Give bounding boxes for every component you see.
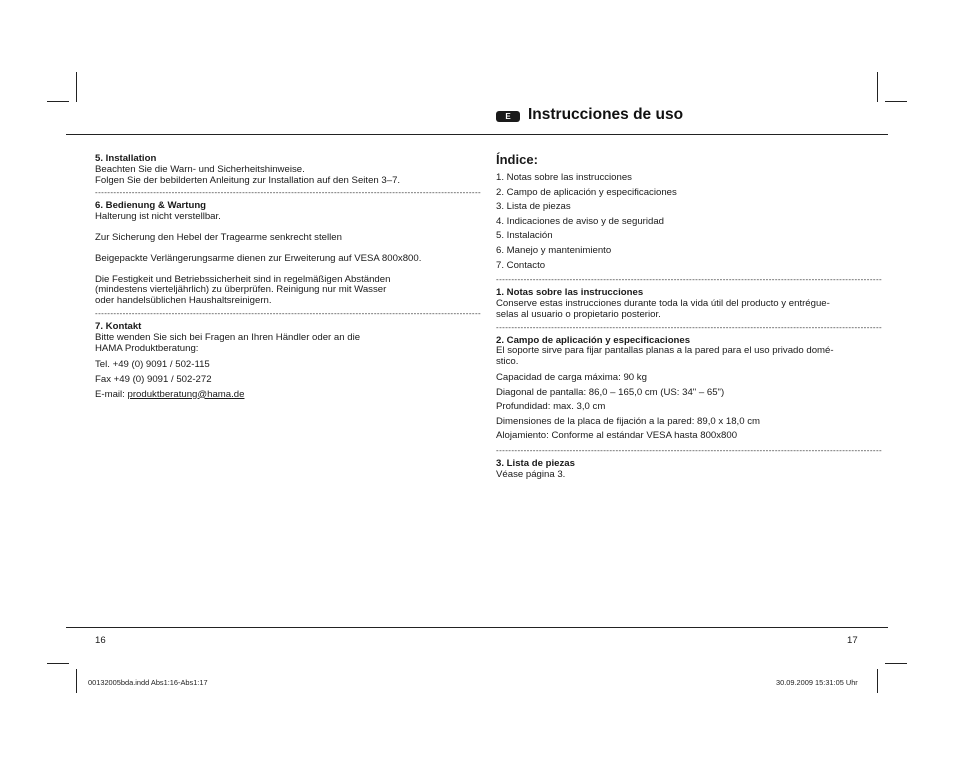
text-line: stico. <box>496 356 519 368</box>
index-title: Índice: <box>496 152 538 167</box>
text-line: HAMA Produktberatung: <box>95 342 199 354</box>
section-heading-installation: 5. Installation <box>95 153 157 164</box>
text-line: Die Festigkeit und Betriebssicherheit sind in regelmäßigen Abständen <box>95 273 391 285</box>
dashed-separator: ------------------------------------------------------------------------------------------------------------------------------ <box>496 445 883 455</box>
page-number-right: 17 <box>847 635 858 646</box>
index-item: 7. Contacto <box>496 259 546 271</box>
index-item: 2. Campo de aplicación y especificaciones <box>496 186 677 198</box>
text-line: Zur Sicherung den Hebel der Tragearme senkrecht stellen <box>95 231 342 243</box>
text-line: Beachten Sie die Warn- und Sicherheitshinweise. <box>95 163 305 175</box>
index-item: 5. Instalación <box>496 230 553 242</box>
text-line: El soporte sirve para fijar pantallas planas a la pared para el uso privado domé- <box>496 345 834 357</box>
dashed-separator: ------------------------------------------------------------------------------------------------------------------------------ <box>496 275 883 285</box>
crop-mark <box>885 663 907 664</box>
spec-item: Alojamiento: Conforme al estándar VESA hasta 800x800 <box>496 430 738 442</box>
crop-mark <box>877 72 878 102</box>
section-heading-kontakt: 7. Kontakt <box>95 320 142 332</box>
crop-mark <box>885 101 907 102</box>
dashed-separator: ------------------------------------------------------------------------------------------------------------------------------ <box>95 308 482 318</box>
text-line: (mindestens vierteljährlich) zu überprüfen. Reinigung nur mit Wasser <box>95 284 387 296</box>
text-line: Conserve estas instrucciones durante toda la vida útil del producto y entrégue- <box>496 297 830 309</box>
spec-item: Capacidad de carga máxima: 90 kg <box>496 371 647 383</box>
phone-number: Tel. +49 (0) 9091 / 502-115 <box>95 359 210 371</box>
text-line: selas al usuario o propietario posterior. <box>496 308 661 320</box>
spec-item: Profundidad: max. 3,0 cm <box>496 401 606 413</box>
footer-rule <box>66 627 888 628</box>
section-heading-notas: 1. Notas sobre las instrucciones <box>496 287 644 299</box>
index-item: 3. Lista de piezas <box>496 201 571 213</box>
page-number-left: 16 <box>95 635 106 646</box>
index-list <box>496 171 842 273</box>
text-line: Véase página 3. <box>496 468 566 480</box>
spec-item: Diagonal de pantalla: 86,0 – 165,0 cm (US: 34" – 65") <box>496 386 725 398</box>
crop-mark <box>47 663 69 664</box>
index-item: 4. Indicaciones de aviso y de seguridad <box>496 215 664 227</box>
crop-mark <box>877 669 878 693</box>
fax-number: Fax +49 (0) 9091 / 502-272 <box>95 373 212 385</box>
text-line: Beigepackte Verlängerungsarme dienen zur Erweiterung auf VESA 800x800. <box>95 252 422 264</box>
index-item: 6. Manejo y mantenimiento <box>496 244 612 256</box>
crop-mark <box>76 669 77 693</box>
left-column <box>95 153 482 402</box>
email-link[interactable]: produktberatung@hama.de <box>127 388 245 400</box>
right-column <box>496 152 883 481</box>
dashed-separator: ------------------------------------------------------------------------------------------------------------------------------ <box>496 322 883 332</box>
text-line: Bitte wenden Sie sich bei Fragen an Ihren Händler oder an die <box>95 331 361 343</box>
section-heading-bedienung: 6. Bedienung & Wartung <box>95 200 207 212</box>
text-line: Halterung ist nicht verstellbar. <box>95 211 221 223</box>
header-rule <box>66 134 888 135</box>
section-heading-campo: 2. Campo de aplicación y especificaciones <box>496 334 691 346</box>
text-line: oder handelsüblichen Haushaltsreinigern. <box>95 295 272 307</box>
index-item: 1. Notas sobre las instrucciones <box>496 172 632 183</box>
file-slug: 00132005bda.indd Abs1:16-Abs1:17 <box>88 678 208 687</box>
page-title: Instrucciones de uso <box>528 106 684 123</box>
dashed-separator: ------------------------------------------------------------------------------------------------------------------------------ <box>95 188 482 198</box>
date-slug: 30.09.2009 15:31:05 Uhr <box>776 678 858 687</box>
section-heading-lista: 3. Lista de piezas <box>496 457 575 469</box>
text-line: Folgen Sie der bebilderten Anleitung zur Installation auf den Seiten 3–7. <box>95 174 401 186</box>
email-label: E-mail: <box>95 388 128 400</box>
crop-mark <box>76 72 77 102</box>
email-line <box>95 388 457 403</box>
language-badge: E <box>496 111 520 122</box>
crop-mark <box>47 101 69 102</box>
spec-item: Dimensiones de la placa de fijación a la pared: 89,0 x 18,0 cm <box>496 415 760 427</box>
